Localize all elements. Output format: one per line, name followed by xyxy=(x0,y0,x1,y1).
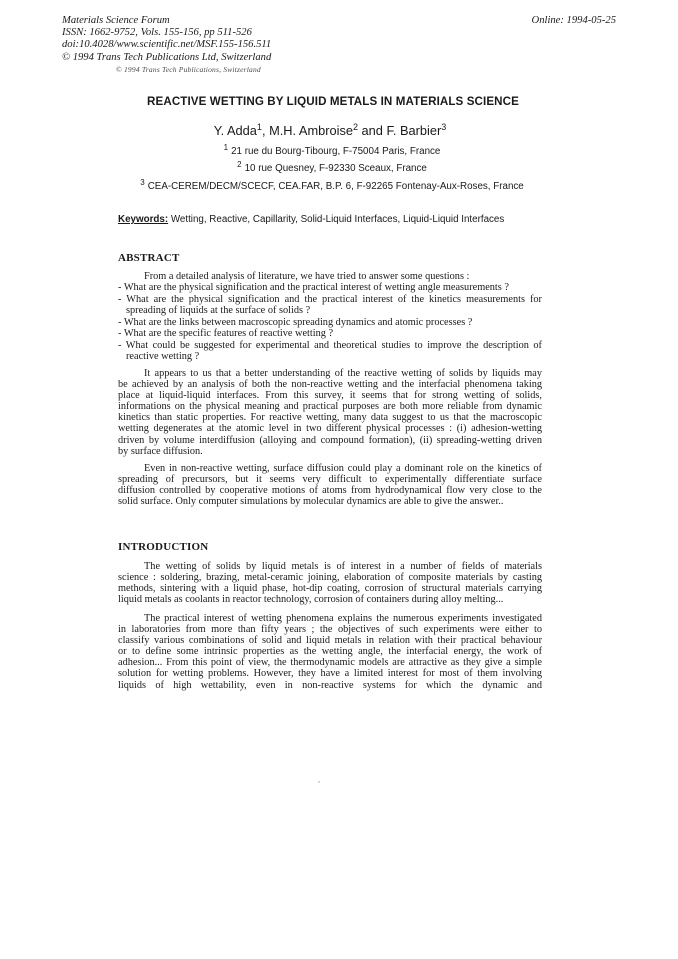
affiliation-sup: 1 xyxy=(223,143,229,152)
abstract-heading: ABSTRACT xyxy=(118,252,180,264)
faint-copyright-line: © 1994 Trans Tech Publications, Switzerland xyxy=(116,65,261,74)
text-line: methods, sintering with a liquid phase, hot-dip coating, corrosion of structural materials carrying xyxy=(118,583,542,595)
text-line: solution for wetting problems. However, they have a limited interest for most of them involving xyxy=(118,668,542,680)
text-line: wetting degenerates at the atomic level in two different physical processes : (i) adhesion-wetting xyxy=(118,423,542,435)
abstract-paragraph xyxy=(118,463,542,507)
affiliation-text: 10 rue Quesney, F-92330 Sceaux, France xyxy=(244,163,427,174)
text-line: or to define some intrinsic properties as the wetting angle, the interfacial energy, the work of xyxy=(118,646,542,658)
text-line: solid surface. Only computer simulations by molecular dynamics are able to give the answer.. xyxy=(118,496,504,508)
affiliation xyxy=(0,160,664,174)
scan-speck xyxy=(318,781,320,783)
text-line: place at liquid-liquid interfaces. From this survey, it seems that for strong wetting of solids, xyxy=(118,390,542,402)
keywords-label: Keywords: xyxy=(118,214,169,225)
text-line: The practical interest of wetting phenomena explains the numerous experiments investigated xyxy=(144,613,542,624)
text-line: classify various combinations of solid and liquid metals in relation with their practical behaviour xyxy=(118,635,542,647)
author-name: F. Barbier xyxy=(386,123,442,138)
author-affil-sup: 1 xyxy=(256,122,262,132)
keywords-line xyxy=(118,214,504,225)
affiliation-sup: 3 xyxy=(140,178,145,187)
text-line: adhesion... From this point of view, the thermodynamic models are attractive as they give a simple xyxy=(118,657,542,669)
question-line: reactive wetting ? xyxy=(126,351,200,363)
text-line: spreading of precursors, but it seems very difficult to experimentally differentiate surface xyxy=(118,474,542,486)
affiliation xyxy=(0,178,664,192)
question-line: - What are the specific features of reactive wetting ? xyxy=(118,328,334,340)
journal-header xyxy=(62,15,442,64)
question-line: spreading of liquids at the surface of solids ? xyxy=(126,305,311,317)
text-line: be achieved by an analysis of both the non-reactive wetting and the interfacial phenomena taking xyxy=(118,379,542,391)
text-line: diffusion controlled by cooperative motions of atoms from hydrodynamical flow very close to the xyxy=(118,485,542,497)
question-line: - What are the physical signification and the practical interest of wetting angle measurements ? xyxy=(118,282,509,294)
author-name: Y. Adda xyxy=(213,123,257,138)
abstract-questions xyxy=(118,271,542,363)
affiliation-text: CEA-CEREM/DECM/SCECF, CEA.FAR, B.P. 6, F-92265 Fontenay-Aux-Roses, France xyxy=(147,181,524,192)
keywords-text: Wetting, Reactive, Capillarity, Solid-Liquid Interfaces, Liquid-Liquid Interfaces xyxy=(170,214,505,225)
text-line: It appears to us that a better understanding of the reactive wetting of solids by liquids may xyxy=(144,368,542,379)
author-separator: and xyxy=(358,123,387,138)
question-line: - What are the links between macroscopic spreading dynamics and atomic processes ? xyxy=(118,316,473,328)
text-line: The wetting of solids by liquid metals is of interest in a number of fields of materials xyxy=(144,561,542,572)
author-affil-sup: 2 xyxy=(352,122,358,132)
text-line: science : soldering, brazing, metal-ceramic joining, elaboration of composite materials by casting xyxy=(118,572,542,584)
affiliation-text: 21 rue du Bourg-Tibourg, F-75004 Paris, France xyxy=(231,146,441,157)
paper-title: REACTIVE WETTING BY LIQUID METALS IN MATERIALS SCIENCE xyxy=(147,95,519,108)
doi-link[interactable]: doi:10.4028/www.scientific.net/MSF.155-156.511 xyxy=(62,39,272,51)
text-line: driven by volume interdiffusion (alloying and compound formation), (ii) spreading-wetting driven xyxy=(118,434,542,446)
text-line: Even in non-reactive wetting, surface diffusion could play a dominant role on the kinetics of xyxy=(144,463,542,474)
journal-name: Materials Science Forum xyxy=(62,15,170,26)
authors-line xyxy=(0,122,660,138)
text-line: in laboratories from more than fifty years ; the objectives of such experiments were either to xyxy=(118,624,542,636)
question-line: - What are the physical signification and the practical interest of the kinetics measurements for xyxy=(118,293,542,305)
text-line: liquid metals as coolants in reactor technology, corrosion of containers during alloy melting... xyxy=(118,594,504,606)
online-date: Online: 1994-05-25 xyxy=(531,15,616,26)
affiliation xyxy=(0,143,664,157)
introduction-paragraph xyxy=(118,613,542,691)
abstract-intro: From a detailed analysis of literature, we have tried to answer some questions : xyxy=(144,271,470,282)
affiliation-sup: 2 xyxy=(237,160,242,169)
text-line: by surface diffusion. xyxy=(118,445,203,457)
author-affil-sup: 3 xyxy=(441,122,447,132)
author-name: M.H. Ambroise xyxy=(269,123,353,138)
introduction-heading: INTRODUCTION xyxy=(118,541,209,553)
abstract-paragraph xyxy=(118,368,542,457)
introduction-paragraph xyxy=(118,561,542,605)
question-line: - What could be suggested for experimental and theoretical studies to improve the description of xyxy=(118,339,542,351)
text-line: informations on the physical meaning and practical purposes are both more reliable from dynamic xyxy=(118,401,542,413)
author-separator: , xyxy=(261,123,270,138)
text-line: kinetics than static properties. For reactive wetting, many data suggest to us that the macroscopic xyxy=(118,412,542,424)
copyright-line: © 1994 Trans Tech Publications Ltd, Switzerland xyxy=(62,51,272,63)
text-line: liquids of high wettability, even in non-reactive systems for which the dynamic and xyxy=(118,679,542,691)
issn-line: ISSN: 1662-9752, Vols. 155-156, pp 511-526 xyxy=(62,27,252,39)
